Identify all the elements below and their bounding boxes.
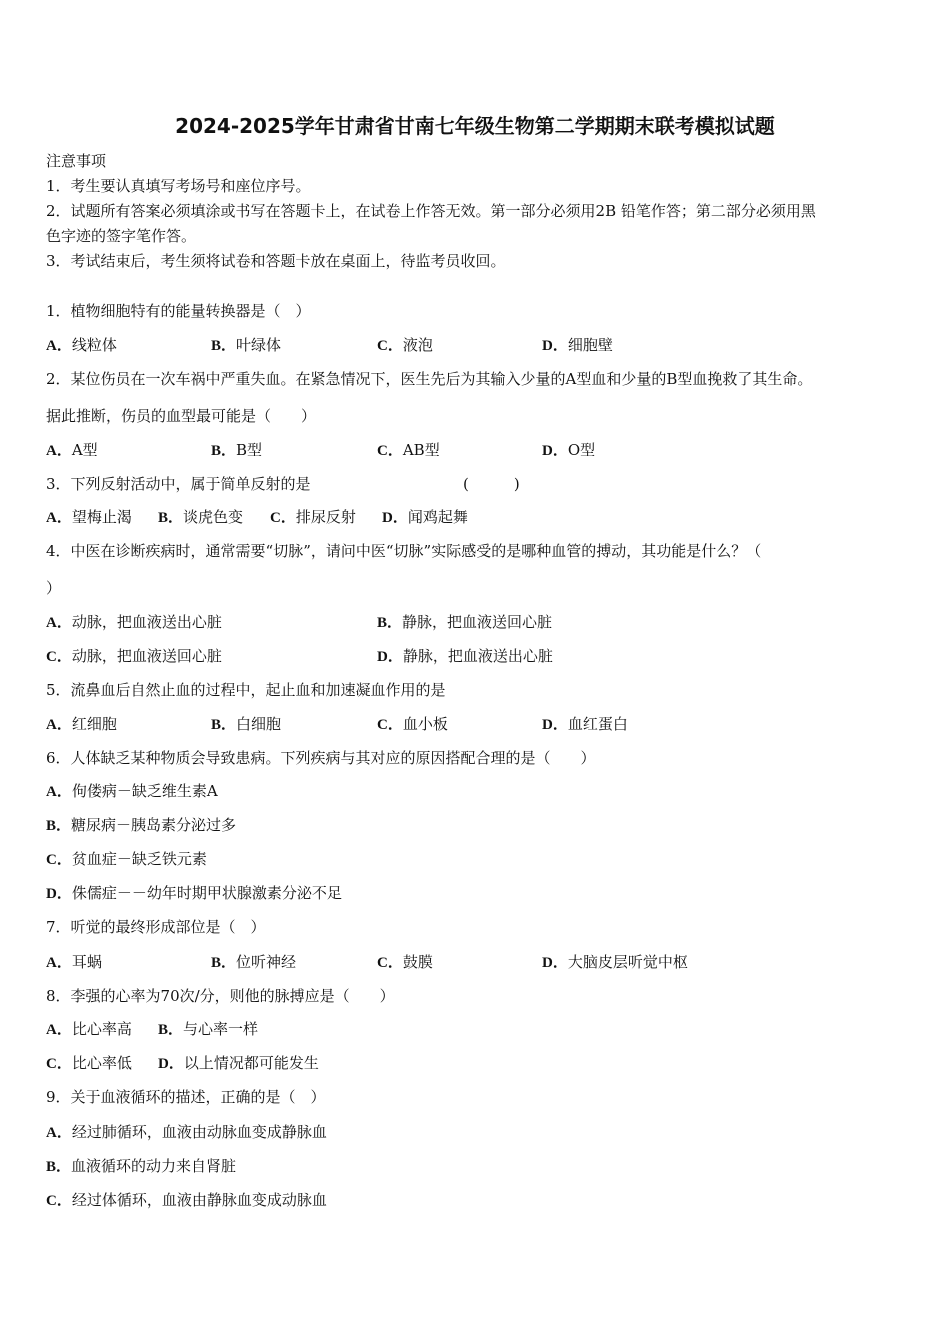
option-text: 鼓膜 [402,953,433,971]
page-title: 2024-2025学年甘肃省甘南七年级生物第二学期期末联考模拟试题 [175,114,775,138]
option-label: D． [542,955,568,971]
q7-option-d [542,952,688,973]
question-9-stem: 9．关于血液循环的描述，正确的是（ ） [46,1088,326,1106]
option-label: B． [46,818,72,834]
option-text: 侏儒症－－幼年时期甲状腺激素分泌不足 [71,884,342,902]
option-text: 位听神经 [236,953,297,971]
q3-option-c [270,507,356,528]
q8-option-a [46,1019,132,1040]
option-text: 血液循环的动力来自肾脏 [71,1157,237,1175]
option-label: A． [46,1022,72,1038]
option-label: C． [46,1056,72,1072]
option-text: AB型 [402,441,440,459]
question-2-stem-cont: 据此推断，伤员的血型最可能是（ ） [46,407,317,425]
option-text: 叶绿体 [236,336,282,354]
option-text: 比心率低 [71,1054,132,1072]
option-label: C． [377,443,403,459]
option-label: A． [46,717,72,733]
question-3-paren: ( ) [463,475,520,493]
question-2-stem: 2．某位伤员在一次车祸中严重失血。在紧急情况下，医生先后为其输入少量的A型血和少量的B型血挽救了其生命。 [46,370,813,388]
q6-option-b [46,815,236,836]
option-label: A． [46,510,72,526]
option-label: B． [211,717,237,733]
question-6-stem: 6．人体缺乏某种物质会导致患病。下列疾病与其对应的原因搭配合理的是（ ） [46,749,596,767]
q8-option-c [46,1053,132,1074]
q9-option-a [46,1122,327,1143]
q4-option-a [46,612,222,633]
option-label: B． [46,1159,72,1175]
option-text: 与心率一样 [183,1020,259,1038]
option-text: 液泡 [402,336,433,354]
q5-option-a [46,714,117,735]
question-3-stem: 3．下列反射活动中，属于简单反射的是 [46,475,311,493]
q4-option-c [46,646,222,667]
option-text: 以上情况都可能发生 [183,1054,319,1072]
option-text: 望梅止渴 [71,508,132,526]
question-1-stem: 1．植物细胞特有的能量转换器是（ ） [46,302,311,320]
option-text: 经过肺循环，血液由动脉血变成静脉血 [71,1123,327,1141]
option-label: D． [542,338,568,354]
question-4-stem-cont: ） [46,579,62,597]
option-text: 经过体循环，血液由静脉血变成动脉血 [71,1191,327,1209]
option-label: D． [158,1056,184,1072]
option-text: 排尿反射 [295,508,356,526]
option-label: A． [46,784,72,800]
q6-option-a [46,781,218,802]
q7-option-b [211,952,296,973]
option-text: A型 [71,441,98,459]
q6-option-d [46,883,342,904]
q1-option-d [542,335,613,356]
option-text: 线粒体 [71,336,117,354]
q5-option-c [377,714,448,735]
q3-option-d [382,507,468,528]
option-text: 细胞壁 [567,336,613,354]
q5-option-d [542,714,628,735]
option-text: 比心率高 [71,1020,132,1038]
q9-option-b [46,1156,236,1177]
q9-option-c [46,1190,327,1211]
q1-option-a [46,335,117,356]
q5-option-b [211,714,281,735]
option-text: 血红蛋白 [567,715,628,733]
q7-option-a [46,952,102,973]
option-label: D． [377,649,403,665]
q1-option-c [377,335,433,356]
option-text: 静脉，把血液送出心脏 [402,647,553,665]
option-label: A． [46,338,72,354]
option-text: 糖尿病－胰岛素分泌过多 [71,816,237,834]
q2-option-c [377,440,440,461]
option-label: C． [46,649,72,665]
option-text: 动脉，把血液送出心脏 [71,613,222,631]
q7-option-c [377,952,433,973]
q8-option-d [158,1053,319,1074]
question-7-stem: 7．听觉的最终形成部位是（ ） [46,918,266,936]
option-text: 谈虎色变 [183,508,244,526]
q1-option-b [211,335,281,356]
option-text: 静脉，把血液送回心脏 [402,613,553,631]
notice-item: 1．考生要认真填写考场号和座位序号。 [46,177,311,195]
question-8-stem: 8．李强的心率为70次/分，则他的脉搏应是（ ） [46,987,395,1005]
option-label: A． [46,955,72,971]
option-label: C． [377,338,403,354]
option-label: D． [542,443,568,459]
option-label: A． [46,1125,72,1141]
option-label: D． [46,886,72,902]
q4-option-d [377,646,553,667]
option-label: C． [377,955,403,971]
q2-option-b [211,440,262,461]
q3-option-a [46,507,132,528]
option-label: A． [46,443,72,459]
option-text: 红细胞 [71,715,117,733]
notice-item: 3．考试结束后，考生须将试卷和答题卡放在桌面上，待监考员收回。 [46,252,506,270]
option-text: B型 [236,441,263,459]
q6-option-c [46,849,207,870]
option-text: 血小板 [402,715,448,733]
option-label: D． [542,717,568,733]
option-text: 动脉，把血液送回心脏 [71,647,222,665]
option-label: B． [377,615,403,631]
option-text: 大脑皮层听觉中枢 [567,953,688,971]
option-label: D． [382,510,408,526]
option-text: 耳蜗 [71,953,102,971]
option-label: B． [211,955,237,971]
q2-option-a [46,440,98,461]
option-label: A． [46,615,72,631]
question-5-stem: 5．流鼻血后自然止血的过程中，起止血和加速凝血作用的是 [46,681,446,699]
option-label: C． [46,852,72,868]
option-label: B． [158,510,184,526]
option-text: O型 [567,441,596,459]
question-4-stem: 4．中医在诊断疾病时，通常需要“切脉”，请问中医“切脉”实际感受的是哪种血管的搏动，其功能是什么？（ [46,542,762,560]
option-label: C． [46,1193,72,1209]
option-label: C． [270,510,296,526]
option-label: B． [158,1022,184,1038]
q2-option-d [542,440,595,461]
q8-option-b [158,1019,258,1040]
option-label: B． [211,338,237,354]
option-label: B． [211,443,237,459]
option-label: C． [377,717,403,733]
option-text: 闻鸡起舞 [407,508,468,526]
option-text: 白细胞 [236,715,282,733]
notice-item: 色字迹的签字笔作答。 [46,227,197,245]
q3-option-b [158,507,243,528]
option-text: 贫血症－缺乏铁元素 [71,850,207,868]
q4-option-b [377,612,552,633]
notice-item: 2．试题所有答案必须填涂或书写在答题卡上，在试卷上作答无效。第一部分必须用2B 铅笔作答；第二部分必须用黑 [46,202,816,220]
notice-heading: 注意事项 [46,152,107,170]
option-text: 佝偻病－缺乏维生素A [71,782,218,800]
